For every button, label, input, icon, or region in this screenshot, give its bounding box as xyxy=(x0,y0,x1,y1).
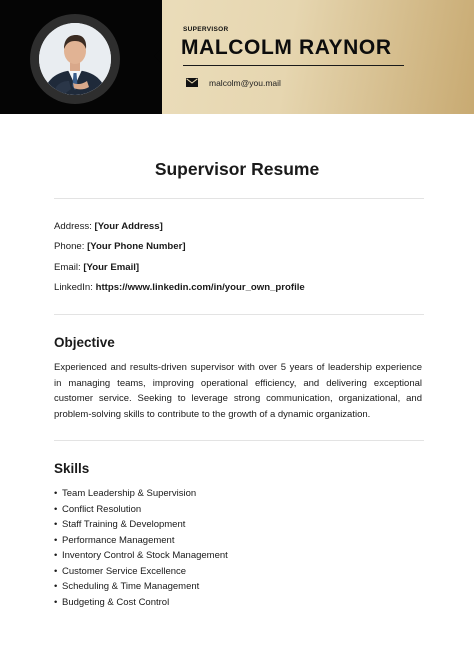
contact-value: [Your Email] xyxy=(83,262,140,273)
contact-label: LinkedIn: xyxy=(54,282,93,293)
contact-value: [Your Address] xyxy=(94,221,163,232)
divider xyxy=(54,440,424,441)
skills-heading: Skills xyxy=(54,461,90,476)
person-portrait xyxy=(39,23,111,95)
list-item: • Budgeting & Cost Control xyxy=(54,596,170,608)
header-notch xyxy=(154,48,162,64)
list-item: • Inventory Control & Stock Management xyxy=(54,550,228,561)
document-title: Supervisor Resume xyxy=(154,159,320,179)
objective-text: Experienced and results-driven supervisor with over 5 years of leadership experience in managing teams, improving operational efficiency, and delivering exceptional customer service. Seeking to leverage strong communication, organizational, and problem-solving skills to contribute to the growth of a dynamic organization. xyxy=(54,362,422,420)
skills-list xyxy=(54,486,228,610)
contact-label: Address: xyxy=(54,221,92,232)
contact-label: Phone: xyxy=(54,241,85,252)
list-item: • Performance Management xyxy=(54,534,175,546)
contact-value: [Your Phone Number] xyxy=(87,241,186,252)
list-item: • Staff Training & Development xyxy=(54,519,186,530)
contact-linkedin xyxy=(54,282,305,293)
candidate-name: MALCOLM RAYNOR xyxy=(181,36,392,59)
contact-label: Email: xyxy=(54,262,81,273)
divider xyxy=(54,314,424,315)
contact-email xyxy=(54,262,139,273)
list-item: • Team Leadership & Supervision xyxy=(54,488,197,499)
divider xyxy=(54,198,424,199)
header-email[interactable]: malcolm@you.mail xyxy=(209,78,281,88)
envelope-icon xyxy=(186,78,198,87)
list-item: • Conflict Resolution xyxy=(54,503,142,515)
objective-heading: Objective xyxy=(54,335,115,350)
linkedin-link[interactable]: https://www.linkedin.com/in/your_own_profile xyxy=(95,282,305,293)
contact-phone xyxy=(54,241,186,252)
list-item: • Customer Service Excellence xyxy=(54,565,187,577)
job-role: SUPERVISOR xyxy=(183,26,229,33)
list-item: • Scheduling & Time Management xyxy=(54,581,200,592)
contact-address xyxy=(54,221,163,232)
profile-photo xyxy=(39,23,111,95)
name-underline xyxy=(183,65,404,66)
